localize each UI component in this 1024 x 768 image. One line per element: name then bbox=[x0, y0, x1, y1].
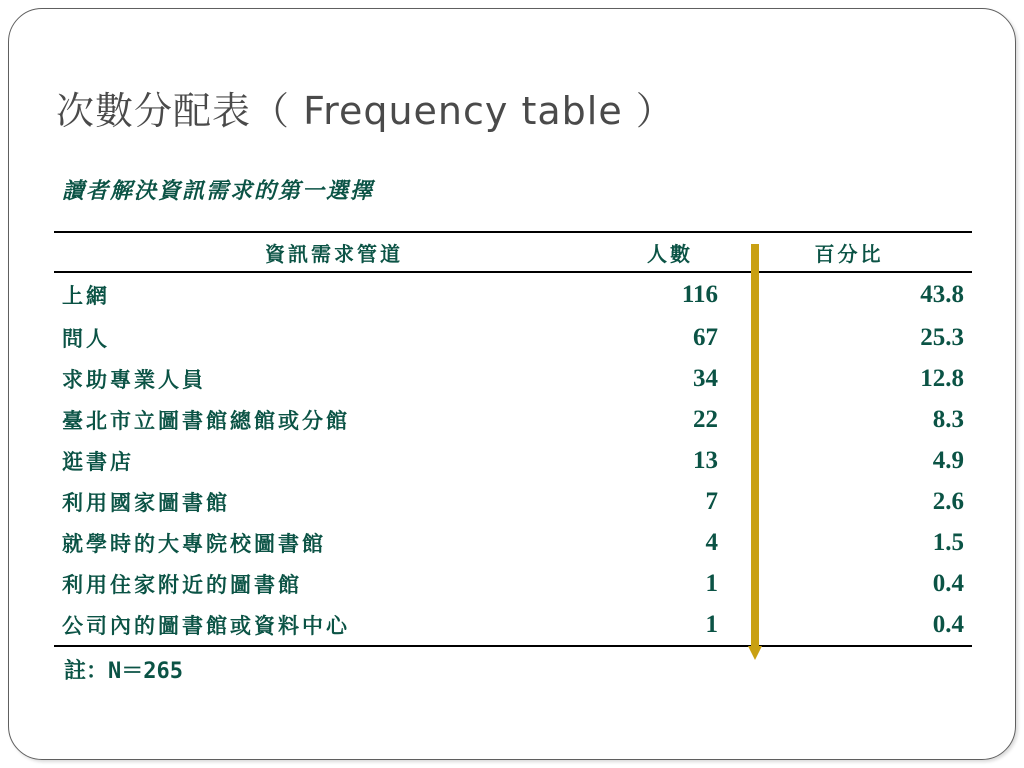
row-count: 34 bbox=[693, 364, 718, 392]
row-percent: 8.3 bbox=[932, 405, 964, 433]
row-count: 1 bbox=[705, 569, 718, 597]
row-channel: 公司內的圖書館或資料中心 bbox=[54, 604, 614, 646]
header-percent: 百分比 bbox=[726, 232, 972, 272]
row-percent: 2.6 bbox=[932, 487, 964, 515]
row-count: 13 bbox=[693, 446, 718, 474]
table-row bbox=[54, 604, 972, 646]
header-channel: 資訊需求管道 bbox=[54, 232, 614, 272]
row-channel: 問人 bbox=[62, 325, 110, 351]
table-caption: 讀者解決資訊需求的第一選擇 bbox=[62, 178, 375, 204]
header-count: 人數 bbox=[614, 232, 726, 272]
row-count: 7 bbox=[705, 487, 718, 515]
row-count: 22 bbox=[693, 405, 718, 433]
row-percent: 12.8 bbox=[920, 364, 964, 392]
row-percent: 1.5 bbox=[932, 528, 964, 556]
table-row bbox=[54, 317, 972, 358]
table-row bbox=[54, 440, 972, 481]
row-count: 1 bbox=[614, 604, 726, 646]
row-percent: 4.9 bbox=[932, 446, 964, 474]
row-count: 4 bbox=[705, 528, 718, 556]
row-count: 116 bbox=[681, 281, 718, 308]
row-percent: 43.8 bbox=[920, 281, 964, 308]
row-channel: 求助專業人員 bbox=[62, 366, 206, 392]
row-count: 67 bbox=[693, 323, 718, 351]
table-header-row bbox=[54, 232, 972, 272]
table-row bbox=[54, 272, 972, 317]
row-channel: 臺北市立圖書館總館或分館 bbox=[62, 407, 350, 433]
row-percent: 25.3 bbox=[920, 323, 964, 351]
table-row bbox=[54, 399, 972, 440]
table-row bbox=[54, 522, 972, 563]
row-channel: 上網 bbox=[62, 283, 110, 308]
table-row bbox=[54, 481, 972, 522]
row-channel: 逛書店 bbox=[62, 448, 134, 474]
row-channel: 利用住家附近的圖書館 bbox=[62, 571, 302, 597]
slide-title: 次數分配表（ Frequency table ） bbox=[56, 89, 675, 133]
frequency-table bbox=[54, 231, 972, 647]
row-percent: 0.4 bbox=[932, 569, 964, 597]
row-percent: 0.4 bbox=[726, 604, 972, 646]
row-channel: 就學時的大專院校圖書館 bbox=[62, 530, 326, 556]
row-channel: 利用國家圖書館 bbox=[62, 489, 230, 515]
table-row bbox=[54, 358, 972, 399]
table-row bbox=[54, 563, 972, 604]
footnote: 註：N＝265 bbox=[64, 659, 183, 684]
down-arrow-icon bbox=[745, 244, 765, 660]
